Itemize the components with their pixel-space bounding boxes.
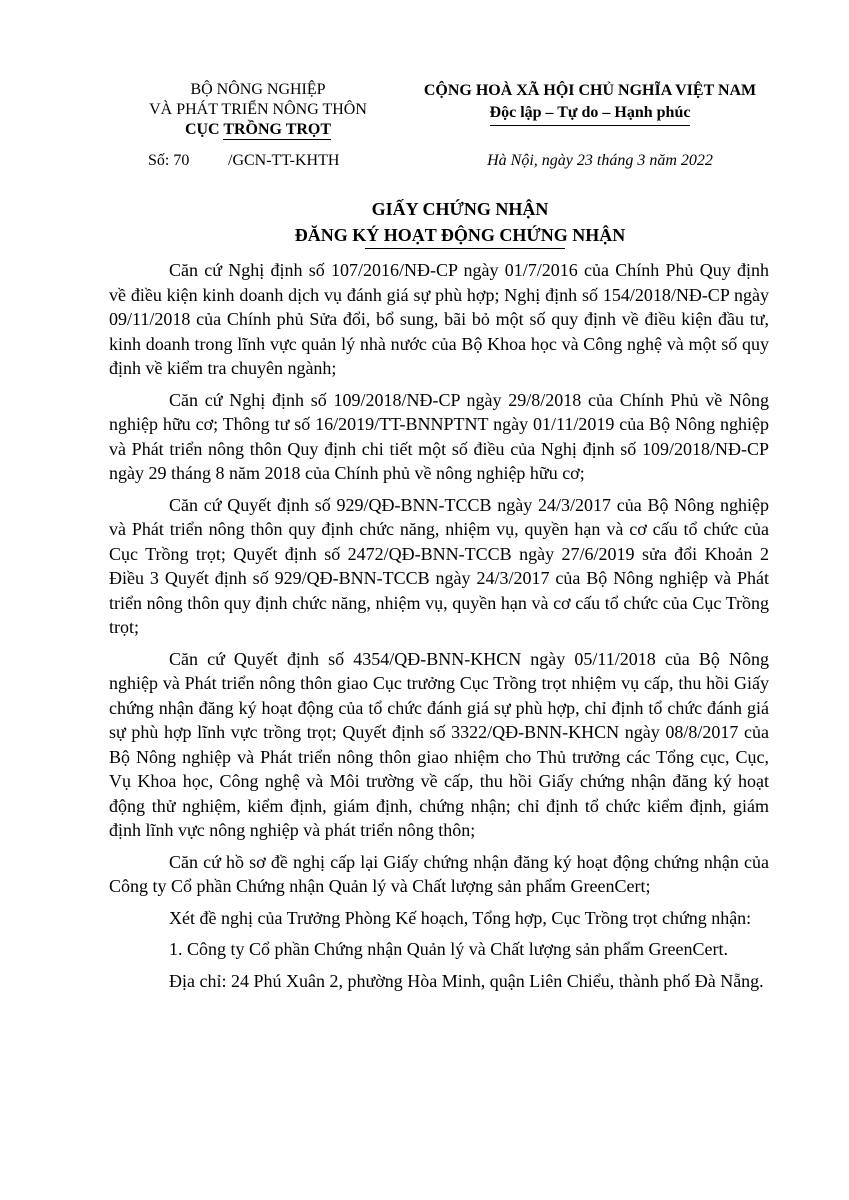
title-underline: [365, 248, 566, 249]
national-header-block: [405, 80, 775, 126]
document-body: [109, 258, 769, 1000]
paragraph-legal-basis-1: Căn cứ Nghị định số 107/2016/NĐ-CP ngày 01/7/2016 của Chính Phủ Quy định về điều kiện kinh doanh dịch vụ đánh giá sự phù hợp; Nghị định số 154/2018/NĐ-CP ngày 09/11/2018 của Chính phủ Sửa đổi, bổ sung, bãi bỏ một số quy định về điều kiện đầu tư, kinh doanh trong lĩnh vực quản lý nhà nước của Bộ Khoa học và Công nghệ và một số quy định về kiểm tra chuyên ngành;: [109, 260, 769, 378]
agency-underlined: TRỒNG TRỌT: [223, 121, 332, 138]
title-line-2-wrap: [295, 222, 626, 248]
document-reference: [148, 152, 339, 170]
paragraph-proposal: Xét đề nghị của Trưởng Phòng Kế hoạch, Tổng hợp, Cục Trồng trọt chứng nhận:: [169, 907, 752, 928]
title-line-1: GIẤY CHỨNG NHẬN: [371, 199, 549, 219]
ministry-line-2: VÀ PHÁT TRIỂN NÔNG THÔN: [149, 101, 367, 118]
paragraph-company: 1. Công ty Cổ phần Chứng nhận Quản lý và Chất lượng sản phẩm GreenCert.: [169, 939, 728, 959]
paragraph-address: Địa chỉ: 24 Phú Xuân 2, phường Hòa Minh, quận Liên Chiểu, thành phố Đà Nẵng.: [169, 970, 764, 991]
issue-date: Hà Nội, ngày 23 tháng 3 năm 2022: [487, 152, 713, 169]
document-title: [150, 196, 770, 248]
paragraph-legal-basis-4: Căn cứ Quyết định số 4354/QĐ-BNN-KHCN ngày 05/11/2018 của Bộ Nông nghiệp và Phát triển nông thôn giao Cục trưởng Cục Trồng trọt nhiệm vụ cấp, thu hồi Giấy chứng nhận đăng ký hoạt động của tổ chức đánh giá sự phù hợp, chỉ định tổ chức đánh giá sự phù hợp lĩnh vực trồng trọt; Quyết định số 3322/QĐ-BNN-KHCN ngày 08/8/2017 của Bộ Nông nghiệp và Phát triển nông thôn giao nhiệm cho Thủ trưởng các Tổng cục, Cục, Vụ Khoa học, Công nghệ và Môi trường về cấp, thu hồi Giấy chứng nhận đăng ký hoạt động thử nghiệm, kiểm định, giám định, chứng nhận; chỉ định tổ chức kiểm định, giám định lĩnh vực nông nghiệp và phát triển nông thôn;: [109, 648, 769, 840]
agency-prefix: CỤC: [184, 121, 224, 138]
country-name: CỘNG HOÀ XÃ HỘI CHỦ NGHĨA VIỆT NAM: [423, 82, 757, 99]
title-line-2: ĐĂNG KÝ HOẠT ĐỘNG CHỨNG NHẬN: [294, 225, 626, 245]
national-motto: Độc lập – Tự do – Hạnh phúc: [490, 102, 691, 126]
ministry-line-1: BỘ NÔNG NGHIỆP: [190, 81, 326, 98]
agency-name: [128, 120, 388, 140]
reference-code: /GCN-TT-KHTH: [228, 152, 340, 169]
paragraph-legal-basis-2: Căn cứ Nghị định số 109/2018/NĐ-CP ngày 29/8/2018 của Chính Phủ về Nông nghiệp hữu cơ; Thông tư số 16/2019/TT-BNNPTNT ngày 01/11/2019 của Bộ Nông nghiệp và Phát triển nông thôn Quy định chi tiết một số điều của Nghị định số 109/2018/NĐ-CP ngày 29 tháng 8 năm 2018 của Chính phủ về nông nghiệp hữu cơ;: [109, 389, 769, 483]
reference-number: Số: 70: [148, 152, 190, 169]
paragraph-application: Căn cứ hồ sơ đề nghị cấp lại Giấy chứng nhận đăng ký hoạt động chứng nhận của Công ty Cổ phần Chứng nhận Quản lý và Chất lượng sản phẩm GreenCert;: [109, 851, 769, 896]
issuing-authority-block: [128, 80, 388, 140]
paragraph-legal-basis-3: Căn cứ Quyết định số 929/QĐ-BNN-TCCB ngày 24/3/2017 của Bộ Nông nghiệp và Phát triển nông thôn quy định chức năng, nhiệm vụ, quyền hạn và cơ cấu tổ chức của Cục Trồng trọt; Quyết định số 2472/QĐ-BNN-TCCB ngày 27/6/2019 sửa đổi Khoản 2 Điều 3 Quyết định số 929/QĐ-BNN-TCCB ngày 24/3/2017 của Bộ Nông nghiệp và Phát triển nông thôn quy định chức năng, nhiệm vụ, quyền hạn và cơ cấu tổ chức của Cục Trồng trọt;: [109, 494, 769, 637]
